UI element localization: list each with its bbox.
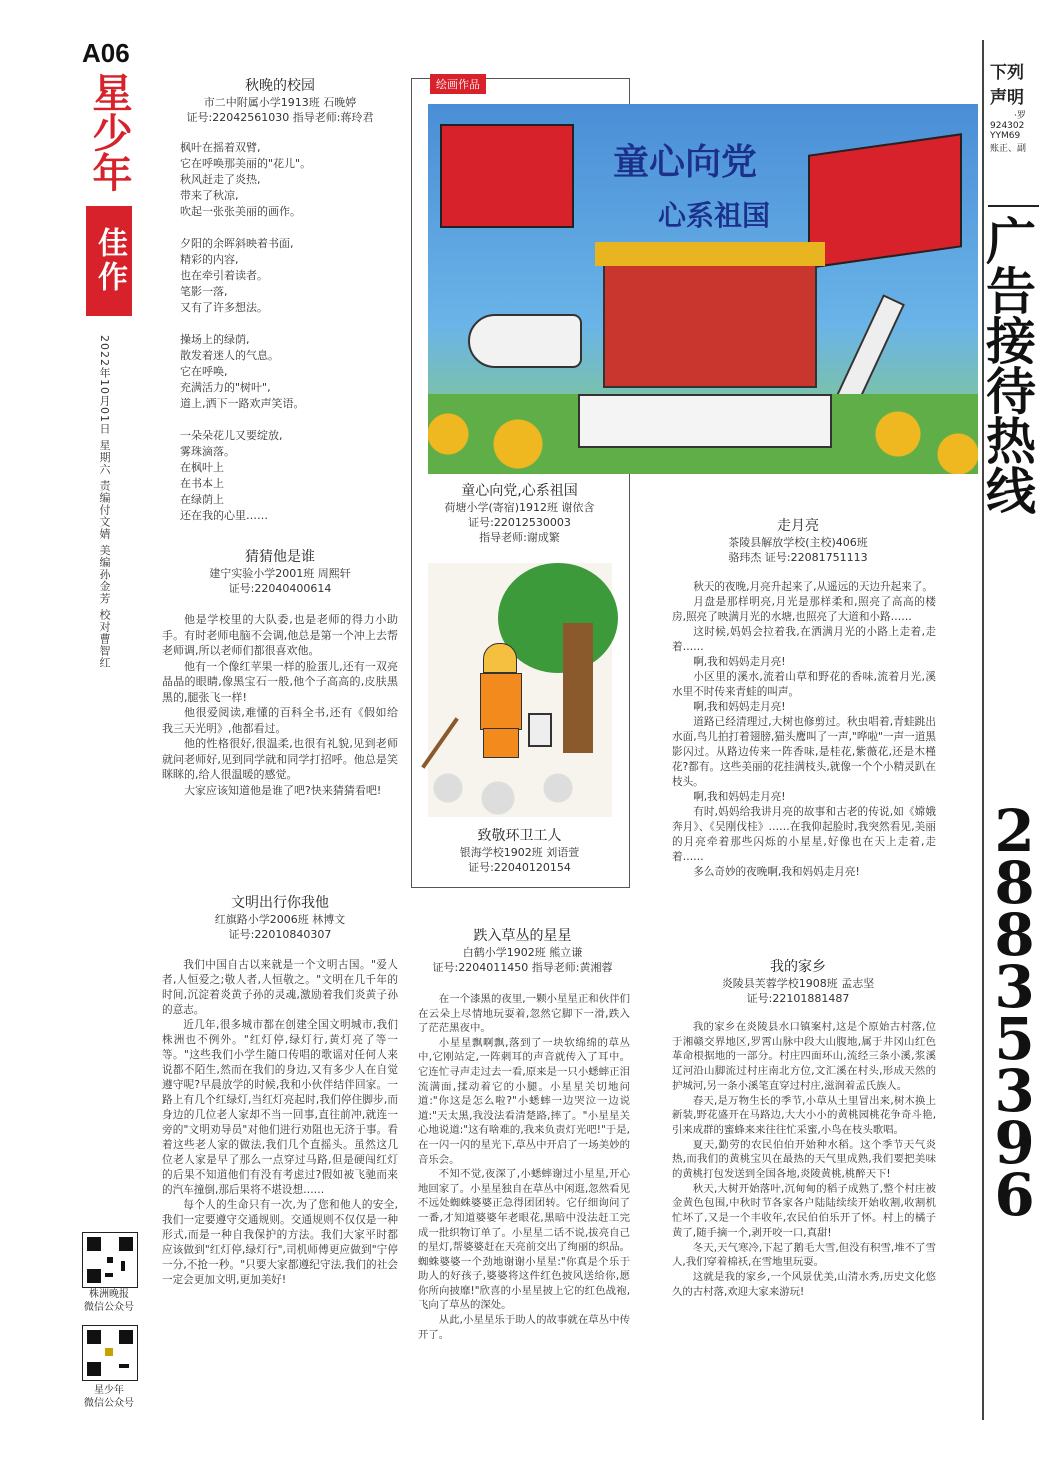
article-title: 跌入草丛的星星 [473, 928, 572, 944]
flag-left [440, 124, 574, 228]
qr-code-xingshaonian[interactable] [82, 1325, 138, 1381]
logo-text: 星少年 [86, 72, 133, 192]
page-number: A06 [82, 38, 130, 68]
high-speed-train [468, 314, 582, 368]
article-title: 猜猜他是谁 [245, 549, 315, 565]
divider [988, 205, 1039, 207]
notice-header: 下列 声明 ·罗 924302 YYM69 账正、副 [990, 63, 1027, 154]
worker-legs [483, 728, 519, 758]
painting-heart-towards-party [428, 104, 978, 474]
article-title: 走月亮 [777, 518, 819, 534]
essay-walk-moon: 走月亮 茶陵县解放学校(主校)406班 骆玮杰 证号:22081751113 [668, 515, 928, 565]
worker-vest [480, 673, 522, 730]
article-title: 我的家乡 [770, 959, 826, 975]
dateline: 2022年10月01日 星期六 责编付文婧 美编孙金芳 校对曹智红 [98, 335, 111, 669]
column-logo [78, 72, 140, 192]
painting-salute-sanitation-worker [428, 563, 612, 817]
painting-title-2: 心系祖国 [658, 199, 771, 232]
essay-home-body: 我的家乡在炎陵县水口镇案村,这是个原始古村落,位于湘赣交界地区,罗霄山脉中段大山腹地,属于井冈山红色革命根据地的一部分。村庄四面环山,流经三条小溪,浆溪辽河沿山脚流过村庄南北方位,文汇溪在村头,形成天然的护城河,另一条小溪笔直穿过村庄,滋润着孟氏族人。 春天,是万物生长的季节,小草从土里冒出来,树木换上新装,野花盛开在马路边,大大小小的黄桃园桃花争奇斗艳,引来成群的蜜蜂来来往往忙采蜜,小鸟在枝头歌唱。 夏天,勤劳的农民伯伯开始种水稻。这个季节天气炎热,而我们的黄桃宝贝在最热的天气里成熟,我们要把美味的黄桃打包发送到全国各地,炎陵黄桃,桃醉天下! 秋天,大树开始落叶,沉甸甸的稻子成熟了,整个村庄被金黄色包围,中秋时节各家各户陆陆续续开始收割,收割机忙坏了,又是一个丰收年,农民伯伯乐开了怀。村上的橘子黄了,随手摘一个,剥开咬一口,真甜! 冬天,天气寒冷,下起了鹅毛大雪,但没有积雪,堆不了雪人,我们穿着棉袄,在雪地里玩耍。 这就是我的家乡,一个风景优美,山清水秀,历史文化悠久的古村落,欢迎大家来游玩! [672, 1021, 936, 1298]
painting1-caption: 童心向党,心系祖国 荷塘小学(寄宿)1912班 谢依含 证号:22012530003 指导老师:谢成繁 [411, 480, 628, 545]
essay-guess-body: 他是学校里的大队委,也是老师的得力小助手。有时老师电脑不会调,他总是第一个冲上去帮老师调,所以老师们都很喜欢他。 他有一个像红苹果一样的脸蛋儿,还有一双亮晶晶的眼睛,像黑宝石一般,他个子高高的,皮肤黑黑的,腿张飞一样! 他很爱阅读,难懂的百科全书,还有《假如给我三天光明》,他都看过。 他的性格很好,很温柔,也很有礼貌,见到老师就问老师好,见到同学就和同学打招呼。他总是笑眯眯的,给人很温暖的感觉。 大家应该知道他是谁了吧?快来猜猜看吧! [162, 613, 398, 797]
qr-caption-2: 星少年 微信公众号 [84, 1385, 134, 1409]
ad-hotline-number: 2 8 8 3 5 3 9 6 [994, 797, 1035, 1229]
tree-trunk [563, 623, 593, 753]
open-book [578, 394, 832, 448]
ground-stones [428, 758, 612, 818]
dustpan [528, 713, 552, 747]
cert-line: 证号:22042561030 指导老师:蒋玲君 [186, 111, 374, 124]
article-title: 秋晚的校园 [245, 78, 315, 94]
essay-star-body: 在一个漆黑的夜里,一颗小星星正和伙伴们在云朵上尽情地玩耍着,忽然它脚下一滑,跌入了茫茫黑夜中。 小星星飘啊飘,落到了一块软绵绵的草丛中,它刚站定,一阵刺耳的声音就传入了耳中。它连忙寻声走过去一看,原来是一只小蟋蟀正泪流满面,揉动着它的小腿。小星星关切地问道:"你这是怎么啦?"小蟋蟀一边哭泣一边说道:"天太黑,我没法看清楚路,摔了。"小星星关心地说道:"这有啥难的,我来负责灯光吧!"于是,在一闪一闪的星光下,草丛中开启了一场美妙的音乐会。 不知不觉,夜深了,小蟋蟀谢过小星星,开心地回家了。小星星独自在草丛中闲逛,忽然看见不远处蜘蛛婆婆正急得团团转。它仔细询问了一番,才知道婆婆年老眼花,黑暗中没法赶工完成一批织物订单了。小星星二话不说,拔亮自己的星灯,帮婆婆赶在天亮前交出了绚丽的织品。蜘蛛婆婆一个劲地谢谢小星星:"你真是个乐于助人的好孩子,婆婆将这件红色披风送给你,愿你所向披靡!"欣喜的小星星披上它的红色战袍,飞向了草丛的深处。 从此,小星星乐于助人的故事就在草丛中传开了。 [418, 993, 630, 1341]
painting2-caption: 致敬环卫工人 银海学校1902班 刘语萱 证号:22040120154 [411, 825, 628, 875]
ad-hotline-label: 广告接待热线 [978, 215, 1037, 515]
article-title: 文明出行你我他 [231, 895, 329, 911]
essay-star-in-grass: 跌入草丛的星星 白鹤小学1902班 熊立谦 证号:2204011450 指导老师:黄湘蓉 [415, 925, 630, 975]
tiananmen-gate [603, 264, 817, 388]
article-title: 童心向党,心系祖国 [461, 483, 578, 499]
poem-autumn-campus [160, 75, 400, 125]
essay-my-hometown: 我的家乡 炎陵县芙蓉学校1908班 孟志坚 证号:22101881487 [668, 956, 928, 1006]
painting-title-1: 童心向党 [613, 141, 758, 183]
essay-moon-body: 秋天的夜晚,月亮升起来了,从遥远的天边升起来了。 月盘是那样明亮,月光是那样柔和,照亮了高高的楼房,照亮了映满月光的水塘,也照亮了大道和小路…… 这时候,妈妈会拉着我,在洒满月光的小路上走着,走着…… 啊,我和妈妈走月亮! 小区里的溪水,流着山草和野花的香味,流着月光,溪水里不时传来青蛙的叫声。 啊,我和妈妈走月亮! 道路已经清理过,大树也修剪过。秋虫唱着,青蛙跳出水面,鸟儿拍打着翅膀,猫头鹰叫了一声,"哗啦"一声一道黑影闪过。从路边传来一阵香味,是桂花,紫薇花,还是木槿花?都有。这些美丽的花挂满枝头,就像一个个小精灵趴在枝头。 啊,我和妈妈走月亮! 有时,妈妈给我讲月亮的故事和古老的传说,如《嫦娥奔月》、《吴刚伐桂》……在我仰起脸时,我突然看见,美丽的月亮牵着那些闪烁的小星星,好像也在天上走着,走着…… 多么奇妙的夜晚啊,我和妈妈走月亮! [672, 581, 936, 878]
essay-civil-travel: 文明出行你我他 红旗路小学2006班 林博文 证号:22010840307 [160, 892, 400, 942]
section-label: 佳作 [86, 206, 132, 316]
qr-caption-1: 株洲晚报 微信公众号 [84, 1289, 134, 1313]
essay-guess-who: 猜猜他是谁 建宁实验小学2001班 周熙轩 证号:22040400614 [160, 546, 400, 596]
rocket [835, 294, 905, 407]
essay-civil-body: 我们中国自古以来就是一个文明古国。"爱人者,人恒爱之;敬人者,人恒敬之。"文明在几千年的时间,沉淀着炎黄子孙的灵魂,激励着我们炎黄子孙的意志。 近几年,很多城市都在创建全国文明城市,我们株洲也不例外。"红灯停,绿灯行,黄灯亮了等一等。"这些我们小学生随口传唱的歌谣对任何人来说都不陌生,然而在我们的身边,又有多少人在自觉遵守呢?早晨放学的时候,我和小伙伴结伴回家。一路上有几个红绿灯,当红灯亮起时,我们停住脚步,而身边的几位老人家却不当一回事,直往前冲,就连一旁的"文明劝导员"对他们进行劝阻也无济于事。看着这些老人家的做法,我们几个直摇头。虽然这几位老人家是早了那么一点穿过马路,但是硬闯红灯的后果不知道他们有没有考虑过?假如被飞驰而来的汽车撞倒,那后果将不堪设想…… 每个人的生命只有一次,为了您和他人的安全,我们一定要遵守交通规则。交通规则不仅仅是一种形式,而是一种自我保护的方法。我们大家平时都应该做到"红灯停,绿灯行",司机师傅更应做到"宁停一分,不抢一秒。"只要大家都遵纪守法,我们的社会一定会更加文明,更加美好! [162, 959, 398, 1286]
poem-body: 枫叶在摇着双臂, 它在呼唤那美丽的"花儿"。 秋风赶走了炎热, 带来了秋凉, 吹起一张张美丽的画作。 夕阳的余晖斜映着书面, 精彩的内容, 也在牵引着读者。 笔影一落, 又有了许多想法。 操场上的绿荫, 散发着迷人的气息。 它在呼唤, 充满活力的"树叶", 道上,洒下一路欢声笑语。 一朵朵花儿又要绽放, 雾珠滴落。 在枫叶上 在书本上 在绿荫上 还在我的心里…… [180, 141, 312, 522]
worker-hat [483, 643, 517, 673]
article-title: 致敬环卫工人 [477, 828, 562, 844]
art-label: 绘画作品 [430, 74, 486, 94]
flag-right [808, 133, 962, 269]
qr-code-zhuzhou[interactable] [82, 1232, 138, 1288]
author-line: 市二中附属小学1913班 石晚婷 [203, 96, 357, 109]
